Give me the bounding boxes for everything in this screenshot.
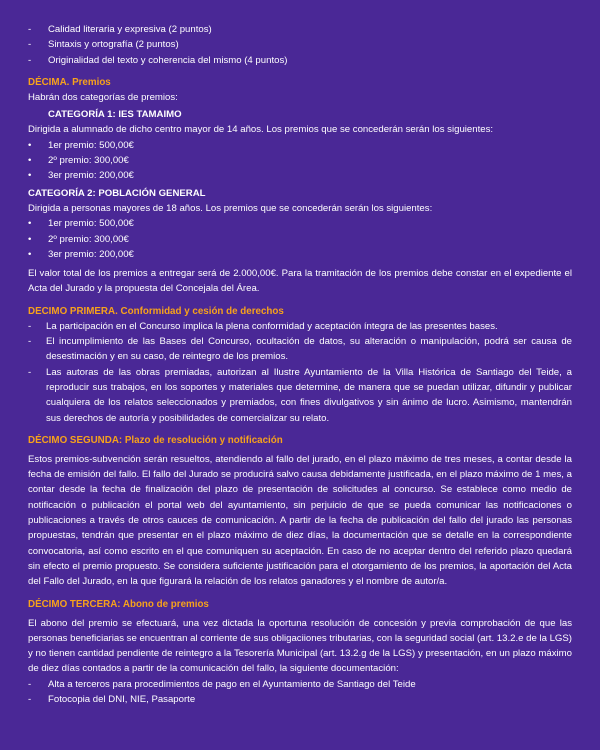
list-item: - Alta a terceros para procedimientos de pago en el Ayuntamiento de Santiago del Teide xyxy=(28,678,416,690)
prize-item: • 3er premio: 200,00€ xyxy=(28,170,134,182)
decima-intro: Habrán dos categorías de premios: xyxy=(28,91,178,103)
list-item: - Las autoras de las obras premiadas, autorizan al Ilustre Ayuntamiento de la Villa Histórica de Santiago del Teide, a reproducir sus trabajos, en los soportes y materiales que determine, de manera que se puedan utilizar, difundir y publicar cualquiera de los relatos seleccionados y premiados, con fines divulgativos y sin ánimo de lucro. Asimismo, mantendrán sus derechos de autoría y posibilidades de comercializar su relato. xyxy=(28,366,572,424)
category-1-desc: Dirigida a alumnado de dicho centro mayor de 14 años. Los premios que se concederán serán los siguientes: xyxy=(28,124,494,136)
list-item: - Originalidad del texto y coherencia del mismo (4 puntos) xyxy=(28,54,288,66)
list-item: - Calidad literaria y expresiva (2 puntos) xyxy=(28,24,212,35)
prizes-total: El valor total de los premios a entregar será de 2.000,00€. Para la tramitación de los premios debe constar en el expediente el Acta del Jurado y la propuesta del Concejala del Área. xyxy=(28,268,572,295)
prize-item: • 2º premio: 300,00€ xyxy=(28,155,129,167)
section-title-primera: DECIMO PRIMERA. Conformidad y cesión de derechos xyxy=(28,305,284,317)
list-item: - La participación en el Concurso implica la plena conformidad y aceptación íntegra de las presentes bases. xyxy=(28,320,498,332)
section-title-decima: DÉCIMA. Premios xyxy=(28,76,111,88)
criteria-list xyxy=(28,22,572,68)
segunda-body: Estos premios-subvención serán resueltos, atendiendo al fallo del jurado, en el plazo máximo de tres meses, a contar desde la fecha de emisión del fallo. El fallo del Jurado se producirá salvo causa debidamente justificada, en el plazo máximo de 1 mes, a contar desde la fecha de finalización del plazo de presentación de solicitudes al concurso. Se establece como medio de notificación o publicación el portal web del ayuntamiento, sin perjuicio de que se pueda comunicar las notificaciones o publicaciones a través de otros cauces de comunicación. A partir de la fecha de publicación del fallo del jurado las personas propuestas, tendrán que presentar en el plazo máximo de diez días, la documentación que se detalle en la correspondiente convocatoria, así como escrito en el que comuniquen su aceptación. En caso de no aceptar dentro del referido plazo quedará sin efecto el premio propuesto. Se considera suficiente justificación para el otorgamiento de los premios, la aportación del Acta del Fallo del Jurado, en la que figurará la relación de los relatos ganadores y el nombre de autor/a. xyxy=(28,453,572,588)
category-2-desc: Dirigida a personas mayores de 18 años. Los premios que se concederán serán los siguientes: xyxy=(28,202,433,214)
section-title-tercera: DÉCIMO TERCERA: Abono de premios xyxy=(28,598,209,610)
list-item: - El incumplimiento de las Bases del Concurso, ocultación de datos, su alteración o manipulación, podrá ser causa de desestimación y en su caso, de reintegro de los premios. xyxy=(28,336,572,363)
prize-item: • 3er premio: 200,00€ xyxy=(28,248,134,260)
section-title-segunda: DÉCIMO SEGUNDA: Plazo de resolución y notificación xyxy=(28,434,283,446)
category-2-title: CATEGORÍA 2: POBLACIÓN GENERAL xyxy=(28,187,206,199)
category-1-title: CATEGORÍA 1: IES TAMAIMO xyxy=(48,109,182,121)
prize-item: • 1er premio: 500,00€ xyxy=(28,139,134,151)
list-item: - Fotocopia del DNI, NIE, Pasaporte xyxy=(28,693,196,705)
tercera-body: El abono del premio se efectuará, una vez dictada la oportuna resolución de concesión y previa comprobación de que las personas beneficiarias se encuentran al corriente de sus obligaciiones tributarias, con la seguridad social (art. 13.2.e de la LGS) y no tienen cantidad pendiente de reintegro a la Tesorería Municipal (art. 13.2.g de la LGS) y presentación, en un plazo máximo de diez días contados a partir de la comunicación del fallo, la siguiente documentación: xyxy=(28,617,572,675)
prize-item: • 1er premio: 500,00€ xyxy=(28,218,134,230)
prize-item: • 2º premio: 300,00€ xyxy=(28,233,129,245)
list-item: - Sintaxis y ortografía (2 puntos) xyxy=(28,39,179,51)
